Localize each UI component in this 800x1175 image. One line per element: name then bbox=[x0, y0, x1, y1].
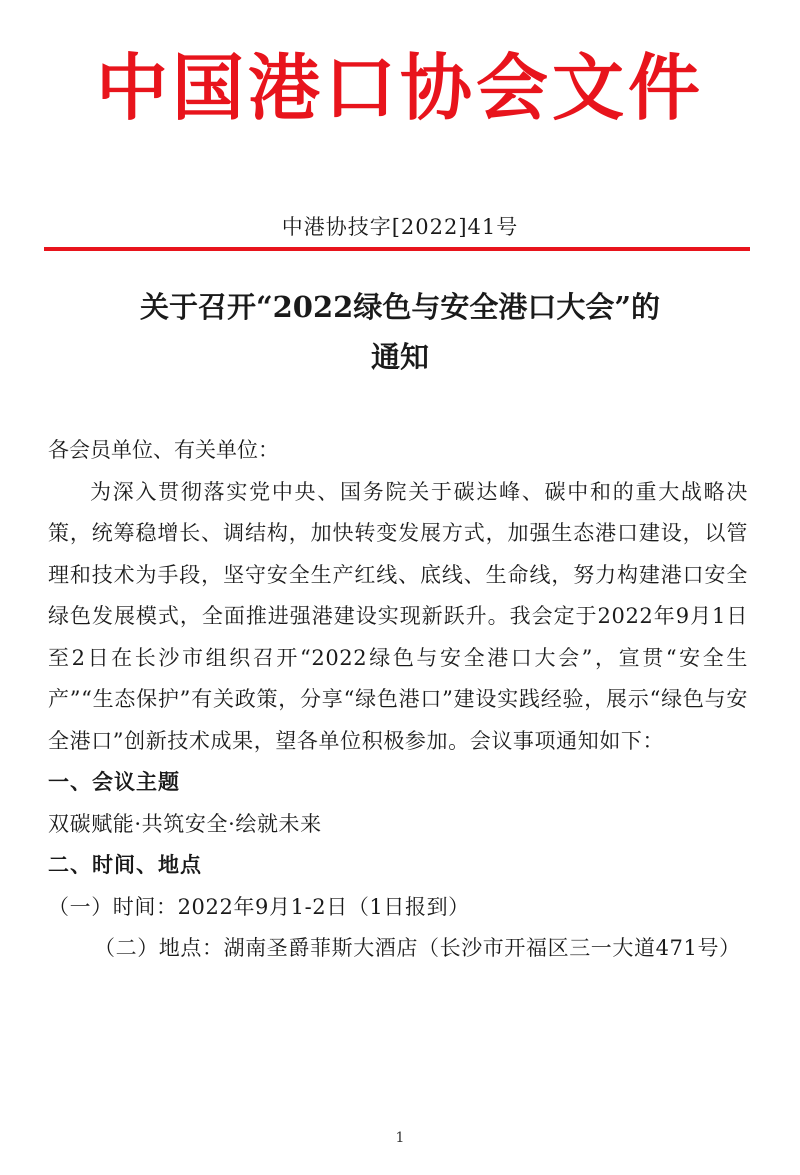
salutation: 各会员单位、有关单位： bbox=[48, 438, 279, 462]
document-body bbox=[48, 430, 748, 970]
meeting-time: （一）时间：2022年9月1-2日（1日报到） bbox=[48, 894, 470, 919]
letterhead-title: 中国港口协会文件 bbox=[95, 46, 704, 130]
section-heading-time-place: 二、时间、地点 bbox=[48, 853, 202, 877]
page-number: 1 bbox=[395, 1130, 405, 1146]
notice-title-line1: 关于召开“2022绿色与安全港口大会”的 bbox=[139, 290, 661, 324]
section-heading-theme: 一、会议主题 bbox=[48, 770, 180, 794]
notice-title-line2: 通知 bbox=[370, 340, 429, 374]
notice-title bbox=[40, 282, 760, 382]
document-number: 中港协技字[2022]41号 bbox=[281, 215, 519, 239]
theme-content: 双碳赋能·共筑安全·绘就未来 bbox=[48, 811, 322, 836]
meeting-place: （二）地点：湖南圣爵菲斯大酒店（长沙市开福区三一大道471号） bbox=[94, 936, 741, 960]
red-divider-line bbox=[44, 247, 750, 251]
intro-paragraph: 为深入贯彻落实党中央、国务院关于碳达峰、碳中和的重大战略决策，统筹稳增长、调结构，加快转变发展方式，加强生态港口建设，以管理和技术为手段，坚守安全生产红线、底线、生命线，努力构建港口安全绿色发展模式，全面推进强港建设实现新跃升。我会定于2022年9月1日至2日在长沙市组织召开“2022绿色与安全港口大会”，宣贯“安全生产”“生态保护”有关政策，分享“绿色港口”建设实践经验，展示“绿色与安全港口”创新技术成果，望各单位积极参加。会议事项通知如下： bbox=[48, 479, 748, 753]
